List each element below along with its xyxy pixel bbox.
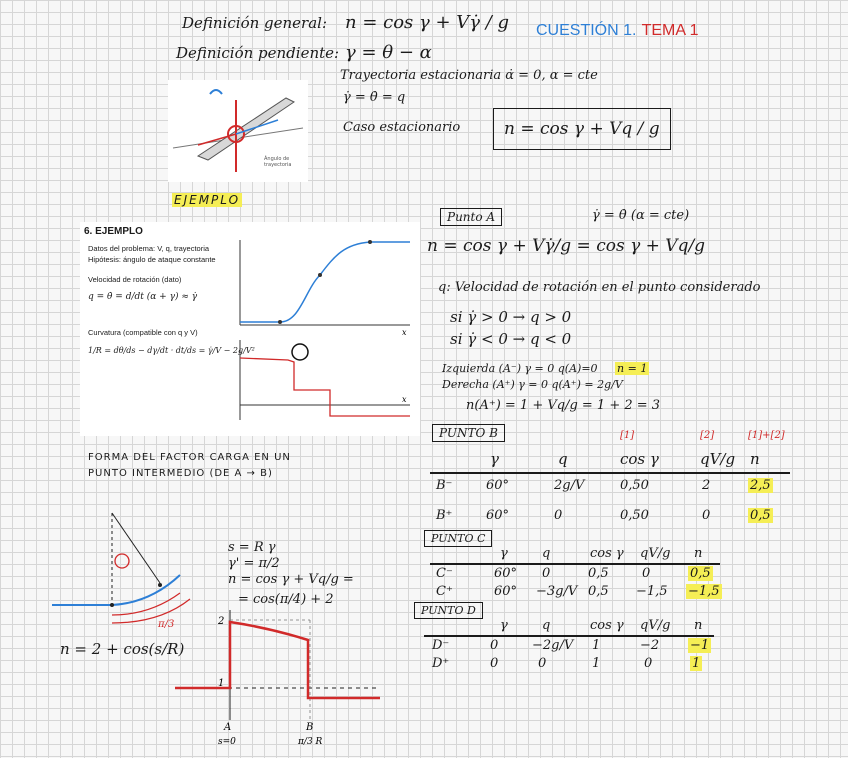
def-general-label: Definición general: xyxy=(182,14,328,32)
page-title xyxy=(536,20,698,40)
point-c-header-rule xyxy=(430,563,720,565)
point-a-left: Izquierda (A⁻) γ = 0 q(A)=0 n = 1 xyxy=(442,362,648,375)
plot-axis-a-sub: s=0 xyxy=(218,737,236,747)
svg-text:Ángulo de: Ángulo de xyxy=(264,156,290,162)
curvature-label: Curvatura (compatible con q y V) xyxy=(88,328,198,337)
point-a-q-description: q: Velocidad de rotación en el punto considerado xyxy=(438,280,761,295)
point-b-header-rule xyxy=(430,472,790,474)
example-hypothesis-line: Hipótesis: ángulo de ataque constante xyxy=(88,255,216,264)
point-c-label: PUNTO C xyxy=(424,530,492,547)
intermediate-eq-1: s = R γ xyxy=(228,540,276,555)
point-a-label: Punto A xyxy=(440,208,502,226)
example-panel xyxy=(80,222,420,436)
curvature-formula: 1/R = dθ/ds − dγ/dt · dt/ds = γ̇/V − 2g/V² xyxy=(88,346,255,355)
aircraft-diagram xyxy=(168,80,308,182)
def-general-formula: n = cos γ + Vγ̇ / g xyxy=(345,12,510,33)
left-note-line-1: FORMA DEL FACTOR CARGA EN UN xyxy=(88,452,291,463)
point-a-right: Derecha (A⁺) γ = 0 q(A⁺) = 2g/V xyxy=(442,378,623,391)
point-a-condition-negative: si γ̇ < 0 → q < 0 xyxy=(450,330,572,348)
plot-axis-2: 2 xyxy=(218,616,225,627)
ejemplo-label: EJEMPLO xyxy=(174,193,241,207)
example-title: 6. EJEMPLO xyxy=(84,226,143,237)
plot-axis-1: 1 xyxy=(218,678,225,689)
point-a-condition-positive: si γ̇ > 0 → q > 0 xyxy=(450,308,572,326)
intermediate-eq-2: γ' = π/2 xyxy=(228,556,280,571)
plot-axis-b-sub: π/3 R xyxy=(298,737,323,747)
point-b-label: PUNTO B xyxy=(432,424,505,442)
steady-case-formula: n = cos γ + Vq / g xyxy=(493,108,671,150)
def-slope-formula: γ = θ − α xyxy=(345,42,432,63)
point-a-right-result: n(A⁺) = 1 + Vq/g = 1 + 2 = 3 xyxy=(466,398,661,413)
intermediate-eq-3: n = cos γ + Vq/g = xyxy=(228,572,354,587)
point-b-red-header-2: [2] xyxy=(700,430,715,441)
curve-angle-label: π/3 xyxy=(158,619,175,630)
point-b-red-header-1: [1] xyxy=(620,430,635,441)
def-slope-label: Definición pendiente: xyxy=(176,44,340,62)
left-note-line-2: PUNTO INTERMEDIO (DE A → B) xyxy=(88,468,273,479)
svg-text:trayectoria: trayectoria xyxy=(264,162,292,168)
plot-bottom-axis-label: x xyxy=(402,395,407,404)
rotation-formula: q = θ̇ = d/dt (α + γ) ≈ γ̇ xyxy=(88,292,198,302)
load-factor-plot xyxy=(170,610,390,750)
rotation-label: Velocidad de rotación (dato) xyxy=(88,275,182,284)
steady-trajectory: Trayectoria estacionaria α̇ = 0, α = cte xyxy=(340,68,598,83)
steady-case-label: Caso estacionario xyxy=(343,120,461,135)
topic-label: TEMA 1 xyxy=(641,22,699,39)
point-a-formula: n = cos γ + Vγ̇/g = cos γ + Vq/g xyxy=(427,236,706,256)
plot-axis-a: A xyxy=(224,722,232,733)
rate-equation: γ̇ = θ̇ = q xyxy=(343,90,406,105)
point-a-left-result: n = 1 xyxy=(617,362,648,375)
point-b-red-header-3: [1]+[2] xyxy=(748,430,785,441)
aircraft-sketch xyxy=(168,80,308,182)
intermediate-eq-4: = cos(π/4) + 2 xyxy=(238,592,334,607)
point-d-label: PUNTO D xyxy=(414,602,483,619)
example-plots xyxy=(220,230,416,430)
intermediate-result: n = 2 + cos(s/R) xyxy=(60,640,185,658)
plot-top-axis-label: x xyxy=(402,328,407,337)
point-a-note: γ̇ = θ̇ (α = cte) xyxy=(592,208,690,223)
point-d-header-rule xyxy=(424,635,714,637)
example-data-line: Datos del problema: V, q, trayectoria xyxy=(88,244,210,253)
question-label: CUESTIÓN 1. xyxy=(536,22,637,39)
plot-axis-b: B xyxy=(306,722,314,733)
